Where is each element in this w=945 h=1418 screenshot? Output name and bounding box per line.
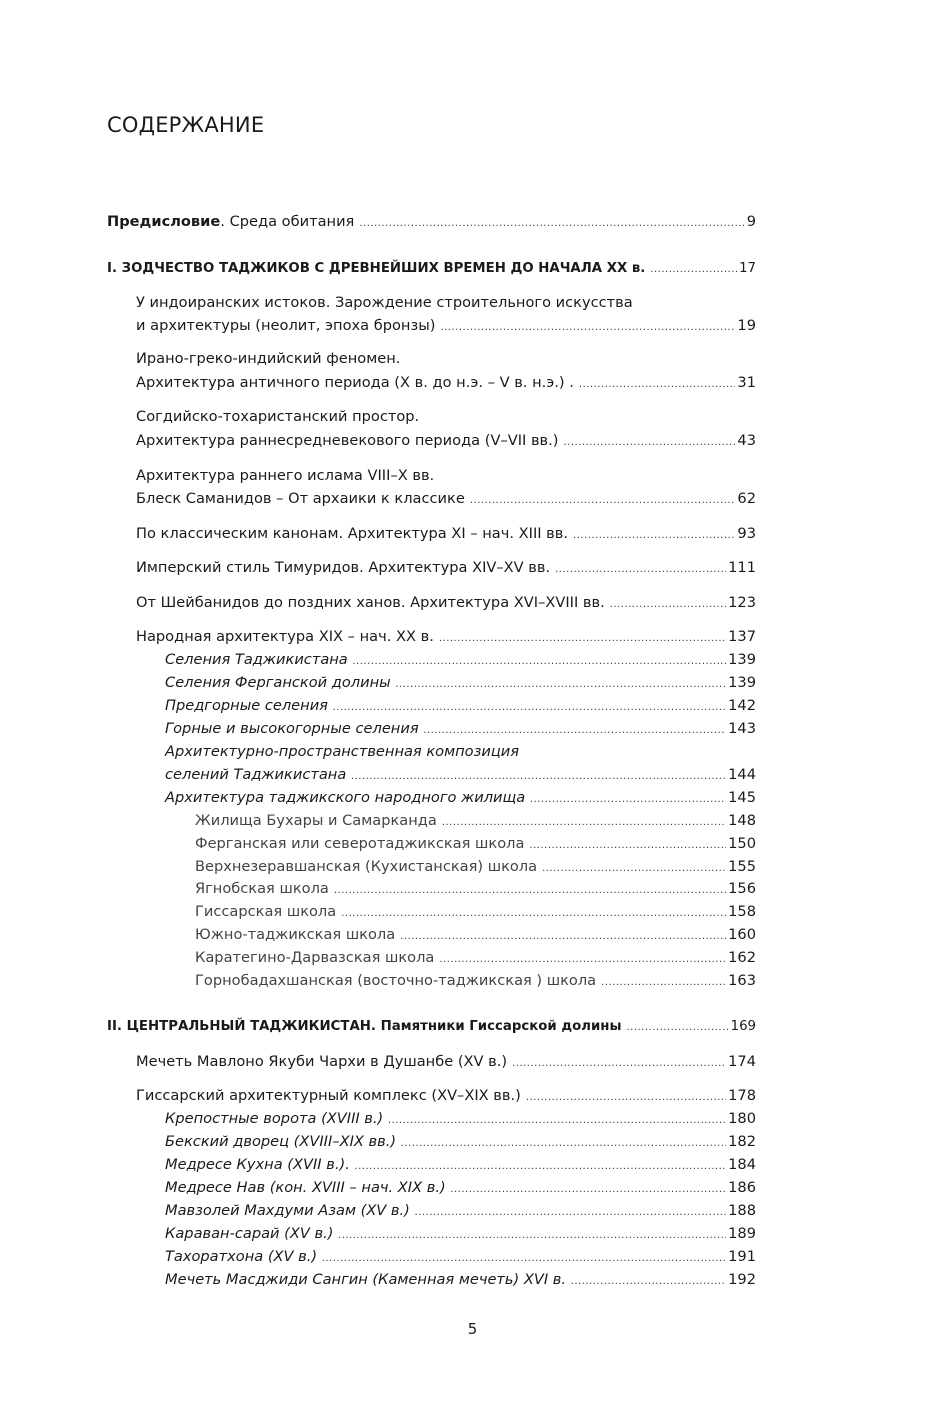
- entry-label: У индоиранских истоков. Зарождение строительного искусства: [136, 294, 633, 311]
- toc-school-entry[interactable]: [195, 878, 756, 900]
- toc-entry[interactable]: [136, 626, 756, 648]
- page-ref: 178: [728, 1087, 756, 1104]
- page-ref: 162: [728, 949, 756, 966]
- school-label: Ферганская или северотаджикская школа: [195, 835, 525, 852]
- toc-subentry[interactable]: [165, 1269, 756, 1291]
- page-ref: 150: [728, 835, 756, 852]
- entry-label: Архитектура раннего ислама VIII–X вв.: [136, 467, 435, 484]
- page-number: 5: [467, 1320, 478, 1338]
- page-ref: 17: [739, 261, 756, 276]
- page-ref: 174: [728, 1053, 756, 1070]
- page-ref: 191: [728, 1248, 756, 1265]
- leader-dots: [470, 490, 736, 512]
- page-ref: 19: [737, 317, 756, 334]
- leader-dots: [355, 1156, 726, 1178]
- leader-dots: [439, 628, 726, 650]
- toc-entry[interactable]: [136, 523, 756, 545]
- toc-school-entry[interactable]: [195, 901, 756, 923]
- subentry-label: Медресе Кухна (XVII в.).: [165, 1156, 350, 1173]
- preface-label: . Среда обитания: [220, 213, 355, 230]
- entry-label: Ирано-греко-индийский феномен.: [136, 350, 401, 367]
- page-ref: 9: [746, 213, 756, 230]
- leader-dots: [542, 858, 726, 880]
- page-ref: 188: [728, 1202, 756, 1219]
- leader-dots: [442, 812, 726, 834]
- toc-part-1[interactable]: [107, 258, 756, 280]
- toc-subentry[interactable]: [165, 695, 756, 717]
- toc-subentry[interactable]: [165, 649, 756, 671]
- page-ref: 139: [728, 674, 756, 691]
- page-ref: 169: [730, 1019, 756, 1034]
- subentry-label: Медресе Нав (кон. XVIII – нач. XIX в.): [165, 1179, 446, 1196]
- school-label: Горнобадахшанская (восточно-таджикская ) школа: [195, 972, 597, 989]
- leader-dots: [388, 1110, 726, 1132]
- entry-label: По классическим канонам. Архитектура XI – нач. XIII вв.: [136, 525, 569, 542]
- entry-label: Согдийско-тохаристанский простор.: [136, 408, 420, 425]
- toc-school-entry[interactable]: [195, 970, 756, 992]
- page-ref: 180: [728, 1110, 756, 1127]
- subentry-label: Бекский дворец (XVIII–XIX вв.): [165, 1133, 397, 1150]
- page-ref: 163: [728, 972, 756, 989]
- leader-dots: [338, 1225, 726, 1247]
- subentry-label: Архитектура таджикского народного жилища: [165, 789, 526, 806]
- subentry-label: Селения Ферганской долины: [165, 674, 391, 691]
- page-ref: 160: [728, 926, 756, 943]
- entry-label: Архитектура античного периода (X в. до н.э. – V в. н.э.) .: [136, 374, 574, 391]
- leader-dots: [322, 1248, 726, 1270]
- leader-dots: [341, 903, 726, 925]
- page-ref: 62: [737, 490, 756, 507]
- leader-dots: [573, 525, 735, 547]
- leader-dots: [334, 880, 726, 902]
- leader-dots: [440, 317, 735, 339]
- toc-school-entry[interactable]: [195, 924, 756, 946]
- leader-dots: [626, 1017, 728, 1039]
- school-label: Южно-таджикская школа: [195, 926, 396, 943]
- toc-subentry[interactable]: [165, 718, 756, 740]
- leader-dots: [351, 766, 726, 788]
- page-ref: 43: [737, 432, 756, 449]
- school-label: Каратегино-Дарвазская школа: [195, 949, 435, 966]
- leader-dots: [333, 697, 726, 719]
- toc-school-entry[interactable]: [195, 947, 756, 969]
- toc-entry[interactable]: [136, 1051, 756, 1073]
- toc-subentry[interactable]: [165, 1177, 756, 1199]
- toc-part-2[interactable]: [107, 1016, 756, 1038]
- page-ref: 31: [737, 374, 756, 391]
- page-ref: 148: [728, 812, 756, 829]
- entry-label: От Шейбанидов до поздних ханов. Архитектура XVI–XVIII вв.: [136, 594, 605, 611]
- leader-dots: [564, 432, 736, 454]
- school-label: Ягнобская школа: [195, 880, 329, 897]
- subentry-label: селений Таджикистана: [165, 766, 347, 783]
- page-ref: 93: [737, 525, 756, 542]
- entry-label: Архитектура раннесредневекового периода (V–VII вв.): [136, 432, 559, 449]
- page-ref: 123: [728, 594, 756, 611]
- page-ref: 143: [728, 720, 756, 737]
- toc-entry[interactable]: [136, 315, 756, 337]
- toc-school-entry[interactable]: [195, 856, 756, 878]
- leader-dots: [529, 835, 726, 857]
- toc-entry[interactable]: [136, 430, 756, 452]
- page-ref: 189: [728, 1225, 756, 1242]
- entry-label: Имперский стиль Тимуридов. Архитектура XIV–XV вв.: [136, 559, 551, 576]
- school-label: Гиссарская школа: [195, 903, 337, 920]
- page-ref: 186: [728, 1179, 756, 1196]
- toc-subentry-line1[interactable]: [165, 741, 756, 763]
- leader-dots: [512, 1053, 726, 1075]
- toc-subentry[interactable]: [165, 1154, 756, 1176]
- entry-label: Народная архитектура XIX – нач. XX в.: [136, 628, 434, 645]
- page-ref: 184: [728, 1156, 756, 1173]
- leader-dots: [610, 594, 726, 616]
- subentry-label: Горные и высокогорные селения: [165, 720, 419, 737]
- page-ref: 137: [728, 628, 756, 645]
- page-ref: 139: [728, 651, 756, 668]
- leader-dots: [353, 651, 726, 673]
- leader-dots: [424, 720, 727, 742]
- leader-dots: [439, 949, 726, 971]
- toc-entry-line1[interactable]: [136, 465, 756, 487]
- toc-entry-line1[interactable]: [136, 406, 756, 428]
- subentry-label: Караван-сарай (XV в.): [165, 1225, 334, 1242]
- school-label: Верхнезеравшанская (Кухистанская) школа: [195, 858, 538, 875]
- subentry-label: Архитектурно-пространственная композиция: [165, 743, 520, 760]
- toc-entry[interactable]: [136, 1085, 756, 1107]
- leader-dots: [601, 972, 726, 994]
- leader-dots: [555, 559, 726, 581]
- leader-dots: [650, 259, 737, 281]
- page-ref: 155: [728, 858, 756, 875]
- subentry-label: Крепостные ворота (XVIII в.): [165, 1110, 384, 1127]
- part-title: I. ЗОДЧЕСТВО ТАДЖИКОВ С ДРЕВНЕЙШИХ ВРЕМЕН ДО НАЧАЛА XX в.: [107, 261, 646, 276]
- leader-dots: [579, 374, 736, 396]
- page-ref: 142: [728, 697, 756, 714]
- school-label: Жилища Бухары и Самарканда: [195, 812, 437, 829]
- page-ref: 192: [728, 1271, 756, 1288]
- toc-entry[interactable]: [136, 372, 756, 394]
- entry-label: и архитектуры (неолит, эпоха бронзы): [136, 317, 436, 334]
- toc-entry[interactable]: [136, 488, 756, 510]
- toc-subentry[interactable]: [165, 1223, 756, 1245]
- leader-dots: [571, 1271, 726, 1293]
- toc-subentry[interactable]: [165, 1131, 756, 1153]
- toc-entry-preface[interactable]: [107, 211, 756, 233]
- page-ref: 158: [728, 903, 756, 920]
- leader-dots: [359, 213, 744, 235]
- subentry-label: Тахоратхона (XV в.): [165, 1248, 318, 1265]
- leader-dots: [396, 674, 726, 696]
- entry-label: Гиссарский архитектурный комплекс (XV–XIX вв.): [136, 1087, 521, 1104]
- toc-subentry[interactable]: [165, 1246, 756, 1268]
- toc-subentry[interactable]: [165, 1200, 756, 1222]
- preface-bold-label: Предисловие: [107, 213, 221, 230]
- page-ref: 111: [728, 559, 756, 576]
- part-title: II. ЦЕНТРАЛЬНЫЙ ТАДЖИКИСТАН. Памятники Гиссарской долины: [107, 1019, 622, 1034]
- subentry-label: Мечеть Масджиди Сангин (Каменная мечеть) XVI в.: [165, 1271, 567, 1288]
- entry-label: Блеск Саманидов – От архаики к классике: [136, 490, 465, 507]
- toc-entry[interactable]: [136, 557, 756, 579]
- page-ref: 182: [728, 1133, 756, 1150]
- page-ref: 144: [728, 766, 756, 783]
- toc-subentry[interactable]: [165, 672, 756, 694]
- subentry-label: Селения Таджикистана: [165, 651, 348, 668]
- toc-entry-line1[interactable]: [136, 292, 756, 314]
- page-title: СОДЕРЖАНИЕ: [107, 113, 265, 137]
- entry-label: Мечеть Мавлоно Якуби Чархи в Душанбе (XV в.): [136, 1053, 508, 1070]
- toc-school-entry[interactable]: [195, 810, 756, 832]
- page-ref: 156: [728, 880, 756, 897]
- leader-dots: [401, 1133, 726, 1155]
- leader-dots: [400, 926, 726, 948]
- toc-subentry[interactable]: [165, 764, 756, 786]
- leader-dots: [451, 1179, 726, 1201]
- toc-entry[interactable]: [136, 592, 756, 614]
- toc-school-entry[interactable]: [195, 833, 756, 855]
- subentry-label: Предгорные селения: [165, 697, 328, 714]
- leader-dots: [415, 1202, 726, 1224]
- toc-subentry[interactable]: [165, 787, 756, 809]
- leader-dots: [530, 789, 726, 811]
- leader-dots: [526, 1087, 726, 1109]
- subentry-label: Мавзолей Махдуми Азам (XV в.): [165, 1202, 410, 1219]
- page-ref: 145: [728, 789, 756, 806]
- toc-subentry[interactable]: [165, 1108, 756, 1130]
- toc-entry-line1[interactable]: [136, 348, 756, 370]
